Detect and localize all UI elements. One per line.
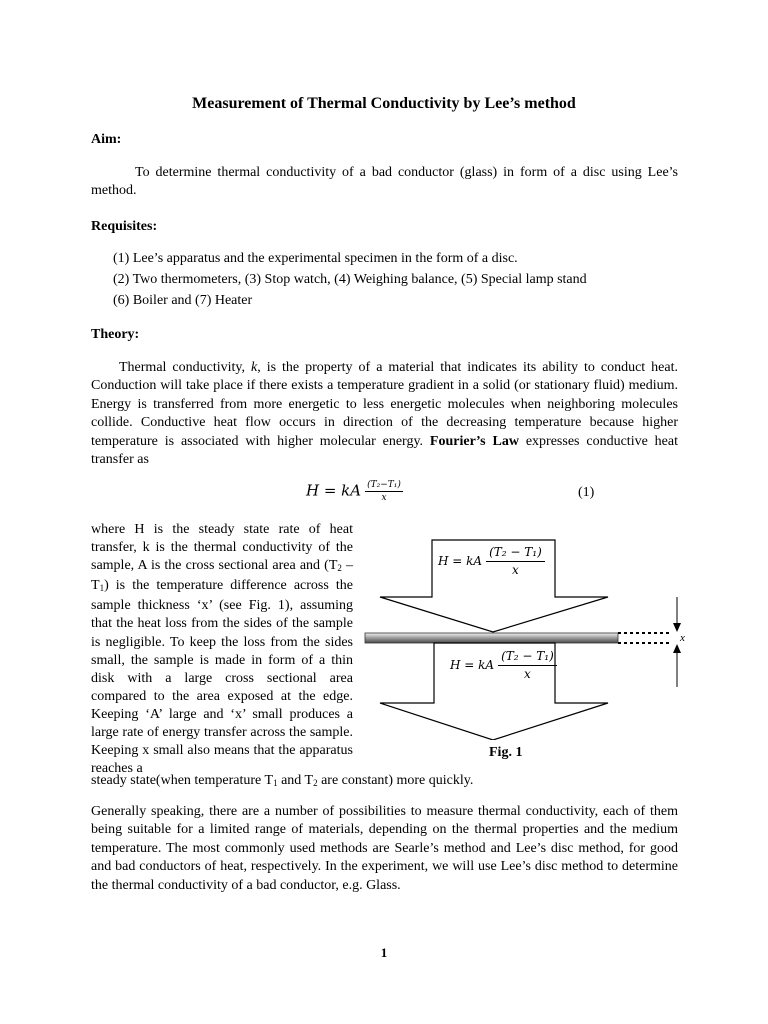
figure-equation-top (438, 544, 545, 579)
theory-text: expresses conductive heat transfer as (91, 433, 678, 468)
equation-denominator: x (512, 563, 519, 577)
subscript: 2 (337, 563, 342, 574)
requisites-line: (6) Boiler and (7) Heater (113, 293, 253, 308)
aim-heading: Aim: (91, 132, 122, 147)
equation-fraction (486, 544, 545, 579)
equation-lhs: H = kA (450, 658, 495, 672)
subscript: 1 (99, 583, 105, 594)
figure-caption: Fig. 1 (489, 745, 523, 760)
side-text: where H is the steady state rate of heat transfer, k is the thermal conductivity of the sample, A is the cross sectional area and (T (91, 522, 353, 574)
fourier-equation (306, 479, 403, 504)
thickness-label: x (680, 632, 685, 644)
continuation-line (91, 773, 473, 789)
arrowhead-up-icon (673, 644, 681, 653)
page-number: 1 (380, 945, 388, 960)
figure-equation-bottom (450, 648, 557, 683)
side-paragraph (91, 521, 353, 778)
equation-lhs: H = kA (438, 554, 483, 568)
theory-heading: Theory: (91, 327, 140, 342)
glass-disc-sample (365, 633, 618, 643)
aim-text: To determine thermal conductivity of a bad conductor (glass) in form of a disc using Lee’s method. (91, 165, 678, 199)
cont-text: steady state(when temperature T (91, 773, 274, 788)
equation-fraction (498, 648, 557, 683)
side-text: – T (91, 558, 353, 594)
requisites-line: (1) Lee’s apparatus and the experimental specimen in the form of a disc. (113, 251, 518, 266)
equation-numerator: (T₂−T₁) (367, 480, 401, 490)
theory-paragraph (91, 359, 678, 469)
equation-denominator: x (524, 667, 531, 681)
cont-text: are constant) more quickly. (317, 773, 474, 788)
equation-number: (1) (578, 485, 595, 500)
theory-text: Thermal conductivity, (119, 360, 251, 375)
equation-numerator: (T₂ − T₁) (498, 648, 557, 666)
conductivity-symbol: k (250, 360, 258, 375)
equation-lhs: H = kA (306, 481, 362, 500)
equation-denominator: x (381, 493, 387, 503)
side-text: ) is the temperature difference across the sample thickness ‘x’ (see Fig. 1), assuming that the heat loss from the sides of the sample is negligible. To keep the loss from the sides small, the sample is made in form of a thin disk with a large cross sectional area compared to the area exposed at the edge. Keeping ‘A’ large and ‘x’ small produces a large rate of energy transfer across the sample. Keeping x small also means that the apparatus reaches a (91, 578, 353, 777)
requisites-line: (2) Two thermometers, (3) Stop watch, (4) Weighing balance, (5) Special lamp stand (113, 272, 587, 287)
subscript: 1 (273, 778, 278, 788)
arrowhead-down-icon (673, 623, 681, 632)
cont-text: and T (277, 773, 314, 788)
fouriers-law-term: Fourier’s Law (429, 433, 519, 449)
methods-paragraph: Generally speaking, there are a number of possibilities to measure thermal conductivity, each of them being suitable for a limited range of materials, depending on the thermal properties and the medium temperature. The most commonly used methods are Searle’s method and Lee’s disc method, for good and bad conductors of heat, respectively. In the experiment, we will use Lee’s disc method to determine the thermal conductivity of a bad conductor, e.g. Glass. (91, 804, 678, 893)
requisites-heading: Requisites: (91, 219, 158, 234)
page-title: Measurement of Thermal Conductivity by Lee’s method (192, 95, 576, 112)
theory-text: , is the property of a material that indicates its ability to conduct heat. Conduction will take place if there exists a temperature gradient in a solid (or stationary fluid) medium. Energy is transferred from more energetic to less energetic molecules when neighboring molecules collide. Conductive heat flow occurs in direction of the decreasing temperature because higher temperature is associated with higher molecular energy. (91, 360, 678, 449)
subscript: 2 (313, 778, 318, 788)
equation-numerator: (T₂ − T₁) (486, 544, 545, 562)
equation-fraction (365, 479, 403, 504)
